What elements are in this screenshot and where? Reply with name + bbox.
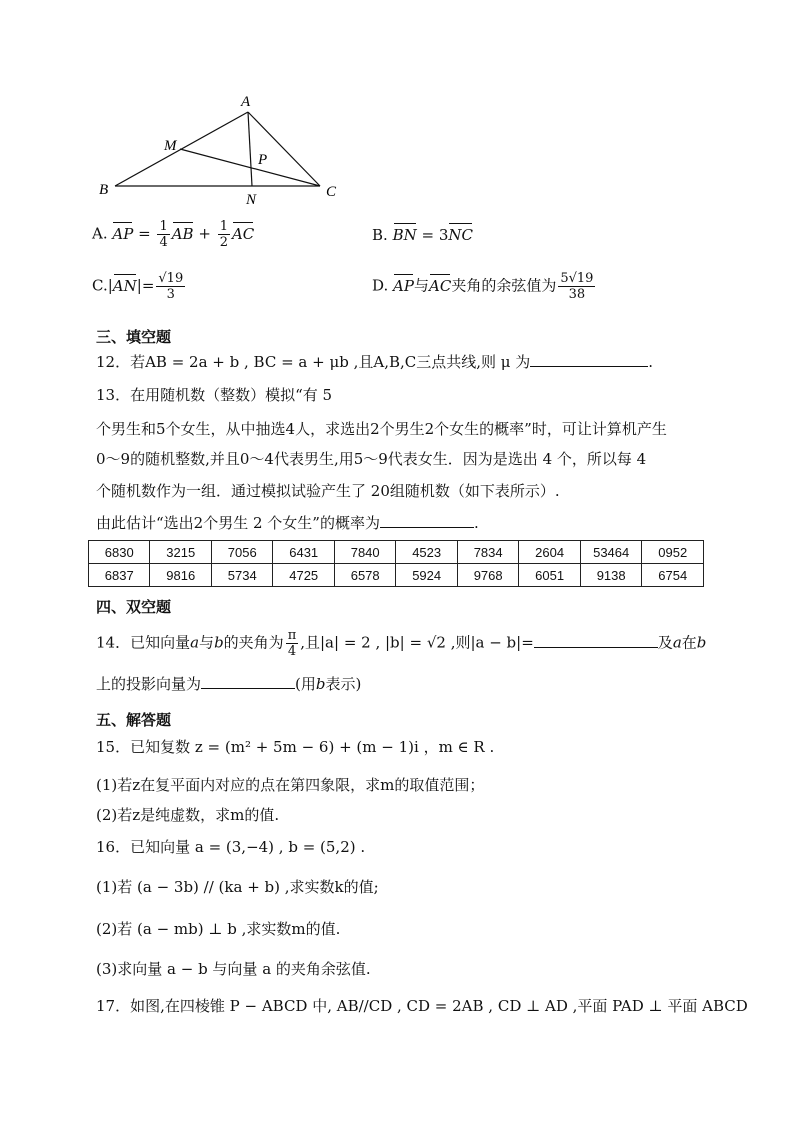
q16-line-1: 16．已知向量 a = (3,−4) , b = (5,2) . bbox=[96, 838, 366, 856]
q15-line-3: (2)若z是纯虚数，求m的值. bbox=[96, 806, 280, 824]
label-n: N bbox=[246, 192, 257, 208]
q13-line-4: 个随机数作为一组．通过模拟试验产生了 20组随机数（如下表所示）. bbox=[96, 482, 560, 500]
q12-number: 12．若 bbox=[96, 353, 146, 371]
q14-line-2a: 上的投影向量为 bbox=[96, 675, 202, 693]
table-cell: 7840 bbox=[334, 541, 395, 564]
q16-line-3: (2)若 (a − mb) ⊥ b ,求实数m的值. bbox=[96, 920, 341, 938]
vector-ab: AB bbox=[171, 224, 194, 243]
frac-den: 38 bbox=[568, 287, 586, 302]
table-cell: 5734 bbox=[211, 564, 272, 587]
q12-expression: AB = 2a + b , BC = a + μb ,且A,B,C三点共线,则 μ 为 bbox=[145, 353, 531, 371]
q14-line-2b: (用 bbox=[295, 675, 316, 693]
vector-a: a bbox=[672, 633, 682, 652]
label-c: C bbox=[326, 184, 337, 200]
q14-line-2c: 表示) bbox=[325, 675, 362, 693]
table-cell: 6431 bbox=[273, 541, 334, 564]
table-cell: 53464 bbox=[580, 541, 642, 564]
q12-end: . bbox=[648, 353, 654, 371]
q14-part-3: 的夹角为 bbox=[223, 633, 284, 652]
vector-nc: NC bbox=[448, 226, 473, 244]
fraction-5sqrt19-38 bbox=[558, 271, 595, 302]
table-cell: 9138 bbox=[580, 564, 642, 587]
plus-sign: + bbox=[193, 224, 216, 243]
option-b-label: B. bbox=[372, 226, 388, 244]
vector-ap: AP bbox=[393, 276, 414, 295]
table-row bbox=[89, 564, 704, 587]
q14-part-6: 在 bbox=[681, 633, 697, 652]
q14-line-1 bbox=[96, 628, 706, 659]
option-d-label: D. bbox=[372, 276, 389, 295]
table-cell: 4523 bbox=[396, 541, 457, 564]
triangle-figure bbox=[90, 90, 350, 210]
section-double-blank: 四、双空题 bbox=[96, 598, 172, 616]
q16-line-4: (3)求向量 a − b 与向量 a 的夹角余弦值. bbox=[96, 960, 371, 978]
vector-ap: AP bbox=[112, 224, 134, 243]
vector-b: b bbox=[214, 633, 224, 652]
frac-den: 3 bbox=[166, 287, 175, 302]
q14-part-2: 与 bbox=[199, 633, 215, 652]
question-12 bbox=[96, 350, 653, 372]
label-m: M bbox=[164, 138, 177, 154]
table-cell: 6578 bbox=[334, 564, 395, 587]
table-cell: 6830 bbox=[89, 541, 150, 564]
q15-line-1: 15．已知复数 z = (m² + 5m − 6) + (m − 1)i ，m ∈ R . bbox=[96, 738, 495, 756]
q13-line-1: 13．在用随机数（整数）模拟“有 5 bbox=[96, 386, 333, 404]
fraction-pi-4 bbox=[286, 628, 299, 659]
table-row bbox=[89, 541, 704, 564]
q13-end: . bbox=[473, 514, 479, 532]
q15-line-2: (1)若z在复平面内对应的点在第四象限，求m的取值范围； bbox=[96, 776, 485, 794]
option-d-mid: 与 bbox=[413, 276, 429, 295]
q17-line-1: 17．如图,在四棱锥 P − ABCD 中, AB//CD , CD = 2AB , CD ⊥ AD ,平面 PAD ⊥ 平面 ABCD bbox=[96, 997, 748, 1015]
option-a-label: A. bbox=[92, 224, 108, 243]
vector-b: b bbox=[696, 633, 707, 652]
frac-num: √19 bbox=[158, 271, 184, 286]
vector-an: AN bbox=[112, 276, 137, 295]
label-a: A bbox=[241, 94, 251, 110]
option-c[interactable]: C.|AN|= $\frac{√19}{3}$ bbox=[92, 271, 184, 302]
q14-part-1: 14．已知向量 bbox=[96, 633, 191, 652]
fraction-1-4 bbox=[157, 219, 169, 250]
q13-answer-blank[interactable] bbox=[380, 511, 474, 528]
fraction-1-2 bbox=[218, 219, 230, 250]
random-number-table bbox=[88, 540, 704, 587]
q13-line-5 bbox=[96, 511, 479, 533]
vector-ac: AC bbox=[231, 224, 255, 243]
table-cell: 7056 bbox=[211, 541, 272, 564]
vector-ac: AC bbox=[429, 276, 452, 295]
option-b[interactable] bbox=[372, 226, 473, 244]
option-c-label: C. bbox=[92, 276, 108, 295]
frac-den: 4 bbox=[287, 644, 297, 659]
table-cell: 6837 bbox=[89, 564, 150, 587]
q13-line-3: 0～9的随机整数,并且0～4代表男生,用5～9代表女生．因为是选出 4 个，所以每 4 bbox=[96, 450, 647, 468]
table-cell: 7834 bbox=[457, 541, 518, 564]
option-d-text: 夹角的余弦值为 bbox=[451, 276, 557, 295]
q14-part-5: 及 bbox=[657, 633, 673, 652]
table-cell: 3215 bbox=[150, 541, 211, 564]
frac-num: 5√19 bbox=[560, 271, 594, 286]
frac-num: 1 bbox=[159, 219, 168, 234]
label-p: P bbox=[258, 152, 268, 168]
table-cell: 4725 bbox=[273, 564, 334, 587]
q12-answer-blank[interactable] bbox=[530, 350, 648, 367]
q14-part-4: ,且|a| = 2 , |b| = √2 ,则|a − b|= bbox=[300, 633, 534, 652]
q13-line-2: 个男生和5个女生，从中抽选4人，求选出2个男生2个女生的概率”时，可让计算机产生 bbox=[96, 420, 667, 438]
table-cell: 9768 bbox=[457, 564, 518, 587]
frac-num: π bbox=[287, 628, 297, 643]
table-cell: 5924 bbox=[396, 564, 457, 587]
segment-an bbox=[248, 112, 252, 186]
table-cell: 9816 bbox=[150, 564, 211, 587]
q13-prompt: 由此估计“选出2个男生 2 个女生”的概率为 bbox=[96, 514, 380, 532]
label-b: B bbox=[99, 182, 109, 198]
option-d[interactable] bbox=[372, 271, 597, 302]
equals-sign: = bbox=[141, 276, 155, 295]
option-a[interactable] bbox=[92, 219, 254, 250]
vector-bn: BN bbox=[392, 226, 417, 244]
frac-den: 2 bbox=[219, 235, 228, 250]
table-cell: 6051 bbox=[519, 564, 580, 587]
vector-a: a bbox=[190, 633, 200, 652]
edge-ac bbox=[248, 112, 320, 186]
section-fill-in: 三、填空题 bbox=[96, 328, 172, 346]
frac-den: 4 bbox=[159, 235, 168, 250]
q16-line-2: (1)若 (a − 3b) // (ka + b) ,求实数k的值; bbox=[96, 878, 379, 896]
table-cell: 2604 bbox=[519, 541, 580, 564]
q14-answer-blank-2[interactable] bbox=[201, 672, 295, 689]
section-solutions: 五、解答题 bbox=[96, 711, 172, 729]
frac-num: 1 bbox=[219, 219, 228, 234]
vector-b: b bbox=[315, 675, 326, 693]
equals-three: = 3 bbox=[416, 226, 449, 244]
q14-line-2 bbox=[96, 672, 361, 694]
equals-sign: = bbox=[133, 224, 156, 243]
table-cell: 6754 bbox=[642, 564, 704, 587]
fraction-sqrt19-3 bbox=[156, 271, 185, 302]
table-cell: 0952 bbox=[642, 541, 704, 564]
q14-answer-blank-1[interactable] bbox=[534, 631, 658, 648]
